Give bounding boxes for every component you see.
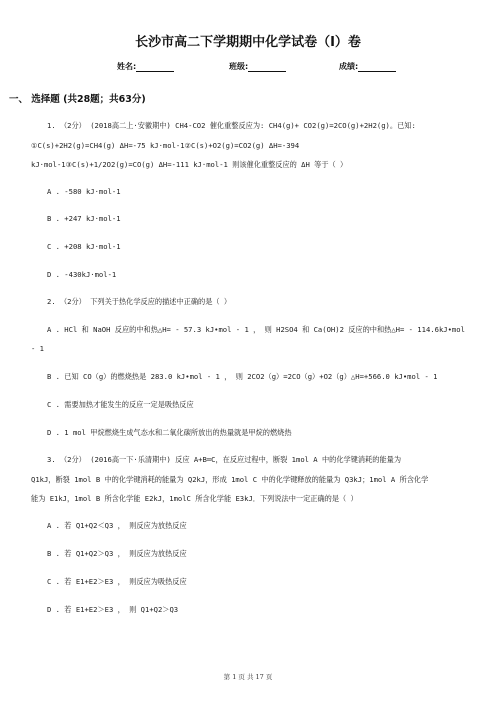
q3-option-b: B . 若 Q1+Q2＞Q3 ， 则反应为放热反应 [47,549,187,558]
q2-option-a: A . HCl 和 NaOH 反应的中和热△H= - 57.3 kJ•mol - 1 ， 则 H2SO4 和 Ca(OH)2 反应的中和热△H= - 114.6kJ•mol [47,325,465,334]
q1-stem-line2: ①C(s)+2H2(g)=CH4(g) ΔH=-75 kJ·mol-1②C(s)+O2(g)=CO2(g) ΔH=-394 [31,141,300,150]
q1-stem-line1: 1. （2分） (2018高二上·安徽期中) CH4-CO2 催化重整反应为: CH4(g)+ CO2(g)=2CO(g)+2H2(g)。已知: [47,121,416,130]
q2-option-c: C . 需要加热才能发生的反应一定是吸热反应 [47,400,194,409]
class-blank [248,63,286,72]
score-label: 成绩: [339,62,359,71]
page-title: 长沙市高二下学期期中化学试卷（I）卷 [135,35,361,50]
q3-stem-line1: 3. （2分） (2016高一下·乐清期中) 反应 A+B═C，在反应过程中，断裂 1mol A 中的化学键消耗的能量为 [47,455,402,464]
q1-option-c: C . +208 kJ·mol-1 [47,242,121,251]
section-heading: 一、 选择题 (共28题；共63分) [9,94,146,105]
name-blank [136,63,174,72]
q2-option-d: D . 1 mol 甲烷燃烧生成气态水和二氧化碳所放出的热量就是甲烷的燃烧热 [47,428,292,437]
q3-option-d: D . 若 E1+E2＞E3 ， 则 Q1+Q2＞Q3 [47,605,179,614]
page-footer: 第 1 页 共 17 页 [223,673,273,681]
q1-option-d: D . -430kJ·mol-1 [47,270,117,279]
q2-stem: 2. （2分） 下列关于热化学反应的描述中正确的是（ ） [47,297,232,306]
q2-option-b: B . 已知 CO（g）的燃烧热是 283.0 kJ•mol - 1 ， 则 2CO2（g）=2CO（g）+O2（g）△H=+566.0 kJ•mol - 1 [47,372,438,381]
q1-option-b: B . +247 kJ·mol-1 [47,214,121,223]
name-label: 姓名: [117,62,137,71]
q2-option-a-cont: - 1 [31,344,44,353]
q3-option-c: C . 若 E1+E2＞E3 ， 则反应为吸热反应 [47,577,187,586]
q3-option-a: A . 若 Q1+Q2＜Q3 ， 则反应为放热反应 [47,521,187,530]
class-field [229,61,286,72]
score-field [339,61,396,72]
name-field [117,61,174,72]
q1-stem-line3: kJ·mol-1③C(s)+1/2O2(g)=CO(g) ΔH=-111 kJ·mol-1 则该催化重整反应的 ΔH 等于（ ） [31,160,348,169]
q3-stem-line2: Q1kJ，断裂 1mol B 中的化学键消耗的能量为 Q2kJ，形成 1mol C 中的化学键释放的能量为 Q3kJ；1mol A 所含化学 [31,475,429,484]
q3-stem-line3: 能为 E1kJ，1mol B 所含化学能 E2kJ，1molC 所含化学能 E3kJ．下列说法中一定正确的是（ ） [31,494,358,503]
q1-option-a: A . -580 kJ·mol-1 [47,187,121,196]
score-blank [358,63,396,72]
class-label: 班级: [229,62,249,71]
